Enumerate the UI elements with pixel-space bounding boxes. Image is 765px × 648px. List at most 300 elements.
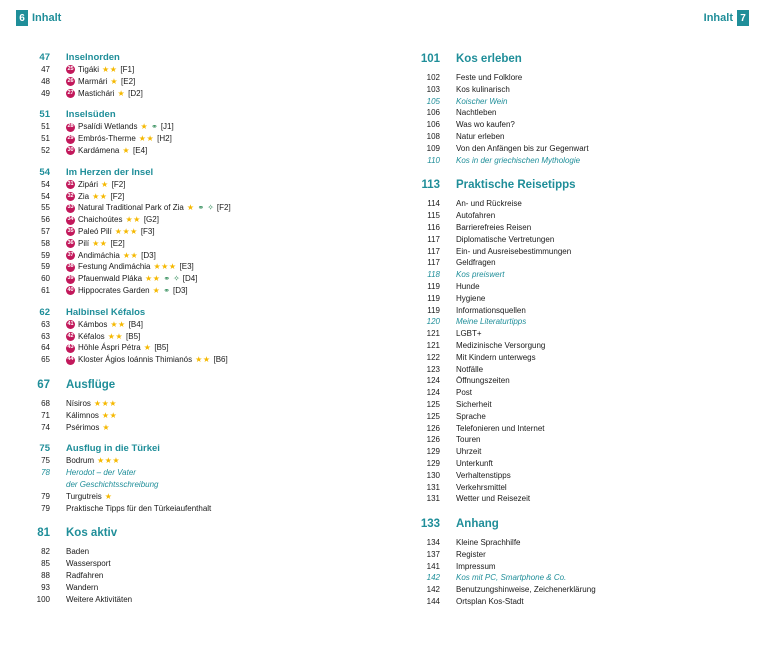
- entry-content: [66, 64, 134, 76]
- sight-number-badge: 43: [66, 344, 75, 353]
- section-title: Kos erleben: [456, 53, 522, 65]
- star-rating: ★★: [145, 274, 161, 284]
- toc-entry[interactable]: [410, 316, 745, 328]
- binoculars-icon: ⚭: [163, 274, 171, 284]
- entry-title: Kos mit PC, Smartphone & Co.: [456, 573, 567, 583]
- toc-entry[interactable]: [410, 210, 745, 222]
- toc-entry[interactable]: [410, 340, 745, 352]
- entry-page-number: 118: [427, 270, 440, 280]
- entry-page-number: 134: [426, 538, 440, 548]
- toc-entry[interactable]: [20, 64, 350, 76]
- entry-page-number: 119: [427, 293, 440, 303]
- map-grid-reference: [D3]: [172, 285, 188, 295]
- toc-entry[interactable]: [20, 145, 350, 157]
- toc-entry[interactable]: [410, 328, 745, 340]
- entry-content: [456, 458, 493, 470]
- star-rating: ★★: [92, 191, 108, 201]
- toc-entry[interactable]: [410, 446, 745, 458]
- map-grid-reference: [B5]: [126, 331, 141, 341]
- sight-number-badge: 27: [66, 89, 75, 98]
- entry-page-number: 114: [427, 199, 440, 209]
- entry-title: Geldfragen: [456, 258, 496, 268]
- entry-content: [456, 131, 504, 143]
- entry-page-number: 115: [427, 211, 440, 221]
- toc-entry[interactable]: [20, 503, 350, 515]
- entry-title: Kos in der griechischen Mythologie: [456, 155, 581, 165]
- map-grid-reference: [F1]: [120, 65, 135, 74]
- map-grid-reference: [F2]: [110, 191, 125, 201]
- toc-entry[interactable]: [410, 352, 745, 364]
- sight-number-badge: 32: [66, 192, 75, 201]
- entry-title: Marmári: [78, 76, 108, 86]
- toc-entry[interactable]: [20, 455, 350, 467]
- star-rating: ★★: [101, 410, 118, 420]
- map-grid-reference: [E3]: [179, 262, 194, 272]
- section-title: Ausflüge: [66, 378, 116, 391]
- section-title: Ausflug in die Türkei: [66, 443, 160, 455]
- entry-page-number: 108: [426, 131, 440, 141]
- entry-content: [66, 76, 135, 88]
- toc-entry[interactable]: [410, 596, 745, 608]
- entry-content: [66, 467, 136, 479]
- entry-title: Kálimnos: [66, 410, 99, 420]
- toc-entry[interactable]: [410, 584, 745, 596]
- toc-entry[interactable]: [410, 537, 745, 549]
- toc-entry[interactable]: [410, 72, 745, 84]
- entry-content: [66, 285, 188, 297]
- entry-content: [456, 257, 496, 269]
- toc-entry[interactable]: [410, 96, 745, 108]
- entry-content: [456, 482, 507, 494]
- entry-page-number: 60: [41, 274, 50, 284]
- sight-number-badge: 39: [66, 275, 75, 284]
- star-rating: ★★: [138, 134, 155, 144]
- toc-entry[interactable]: [20, 319, 350, 331]
- entry-title: Mastichári: [78, 88, 115, 98]
- section-page-number: 101: [420, 53, 440, 65]
- header-title: Inhalt: [32, 12, 62, 24]
- toc-entry[interactable]: [410, 234, 745, 246]
- section-heading[interactable]: [20, 307, 350, 319]
- entry-title: Weitere Aktivitäten: [66, 594, 133, 604]
- entry-page-number: 56: [41, 215, 50, 225]
- map-grid-reference: [F2]: [111, 179, 126, 189]
- toc-entry[interactable]: [410, 493, 745, 505]
- toc-entry[interactable]: [20, 570, 350, 582]
- toc-entry[interactable]: [20, 594, 350, 606]
- entry-page-number: 117: [427, 246, 440, 256]
- binoculars-icon: ⚭: [163, 285, 170, 295]
- toc-entry[interactable]: [410, 222, 745, 234]
- entry-title: Praktische Tipps für den Türkeiaufenthalt: [66, 503, 212, 513]
- toc-entry[interactable]: [410, 364, 745, 376]
- toc-entry[interactable]: [20, 88, 350, 100]
- toc-entry[interactable]: [20, 191, 350, 203]
- star-rating: ★★★: [97, 456, 121, 466]
- toc-entry[interactable]: [20, 410, 350, 422]
- entry-title: Pilí: [78, 238, 90, 248]
- map-grid-reference: [E2]: [110, 238, 125, 248]
- sight-number-badge: 29: [66, 135, 75, 144]
- entry-content: [66, 594, 132, 606]
- entry-content: [66, 319, 143, 331]
- entry-content: [456, 423, 545, 435]
- entry-page-number: 119: [427, 281, 440, 291]
- entry-page-number: 71: [41, 410, 50, 420]
- entry-content: [66, 250, 156, 262]
- section-page-number: 133: [420, 518, 440, 531]
- star-rating: ★★★: [153, 262, 177, 272]
- star-rating: ★★: [195, 355, 211, 365]
- entry-title: Öffnungszeiten: [456, 376, 510, 386]
- entry-content: [456, 375, 510, 387]
- entry-page-number: 124: [426, 376, 440, 386]
- toc-entry[interactable]: [410, 246, 745, 258]
- entry-title: Impressum: [456, 561, 496, 571]
- entry-title: Barrierefreies Reisen: [456, 222, 532, 232]
- entry-page-number: 93: [41, 582, 50, 592]
- page-number: 7: [737, 10, 749, 26]
- entry-page-number: 55: [41, 203, 50, 213]
- page-header-right: [700, 10, 749, 26]
- toc-entry[interactable]: [410, 119, 745, 131]
- entry-content: [66, 582, 98, 594]
- toc-entry[interactable]: [410, 269, 745, 281]
- entry-page-number: 122: [426, 352, 440, 362]
- star-rating: ★★: [125, 215, 141, 225]
- toc-entry[interactable]: [410, 155, 745, 167]
- section-heading[interactable]: [20, 109, 350, 121]
- star-rating: ★: [140, 122, 149, 132]
- toc-entry[interactable]: [20, 214, 350, 226]
- entry-page-number: 51: [41, 122, 50, 132]
- section-page-number: 47: [39, 52, 50, 63]
- section-heading[interactable]: [20, 443, 350, 455]
- toc-entry[interactable]: [20, 546, 350, 558]
- entry-page-number: 121: [426, 340, 440, 350]
- entry-title: Höhle Áspri Pétra: [78, 343, 141, 353]
- toc-entry[interactable]: [410, 281, 745, 293]
- entry-title: An- und Rückreise: [456, 199, 522, 209]
- entry-title: Psérimos: [66, 422, 100, 432]
- toc-entry[interactable]: [410, 198, 745, 210]
- entry-page-number: 78: [41, 468, 50, 478]
- entry-content: [66, 354, 228, 366]
- toc-entry[interactable]: [20, 491, 350, 503]
- entry-page-number: 102: [426, 73, 440, 82]
- entry-title: Ein- und Ausreisebestimmungen: [456, 246, 572, 256]
- toc-entry[interactable]: [20, 261, 350, 273]
- entry-title: Embrós-Therme: [78, 134, 136, 144]
- sight-number-badge: 25: [66, 65, 75, 74]
- toc-entry[interactable]: [410, 293, 745, 305]
- entry-title: Feste und Folklore: [456, 73, 523, 82]
- entry-title: Wandern: [66, 582, 99, 592]
- entry-content: [66, 133, 172, 145]
- binoculars-icon: ⚭: [151, 122, 158, 132]
- toc-entry[interactable]: [410, 143, 745, 155]
- entry-page-number: 120: [426, 317, 440, 327]
- entry-content: [456, 305, 526, 317]
- toc-entry[interactable]: [410, 411, 745, 423]
- entry-content: [66, 398, 117, 410]
- toc-entry[interactable]: [410, 482, 745, 494]
- entry-title: Sicherheit: [456, 399, 492, 409]
- toc-entry[interactable]: [20, 285, 350, 297]
- entry-page-number: 79: [41, 491, 50, 501]
- entry-title: Kéfalos: [78, 331, 105, 341]
- header-title: Inhalt: [703, 12, 733, 24]
- section-heading[interactable]: [410, 52, 745, 66]
- entry-title: Festung Andimáchia: [78, 262, 151, 272]
- toc-entry[interactable]: [410, 434, 745, 446]
- entry-content: [66, 503, 211, 515]
- entry-content: [456, 155, 580, 167]
- entry-title: Kardámena: [78, 145, 120, 155]
- section-page-number: 113: [421, 179, 440, 192]
- entry-page-number: 137: [426, 549, 440, 559]
- entry-content: [66, 342, 169, 354]
- entry-content: [456, 96, 507, 108]
- entry-page-number: 123: [426, 364, 440, 374]
- entry-page-number: 117: [427, 258, 440, 268]
- toc-entry[interactable]: [20, 354, 350, 366]
- entry-title: Psalídi Wetlands: [78, 122, 138, 132]
- entry-title: Kleine Sprachhilfe: [456, 538, 521, 548]
- entry-title: Verhaltenstipps: [456, 470, 511, 480]
- child-icon: ✧: [207, 203, 214, 213]
- entry-page-number: 126: [426, 435, 440, 445]
- entry-title: Kloster Ágios Ioánnis Thimianós: [78, 355, 193, 365]
- entry-content: [66, 179, 125, 191]
- toc-right-column: [410, 52, 745, 608]
- map-grid-reference: [D2]: [128, 88, 143, 98]
- entry-title: Chaichoútes: [78, 215, 123, 225]
- entry-content: [456, 198, 522, 210]
- toc-entry[interactable]: [410, 399, 745, 411]
- toc-entry[interactable]: [20, 467, 350, 479]
- entry-page-number: 116: [427, 222, 440, 232]
- entry-page-number: 59: [41, 262, 50, 272]
- entry-content: [456, 434, 480, 446]
- entry-page-number: 59: [41, 250, 50, 260]
- entry-title: Nachtleben: [456, 108, 497, 118]
- entry-title: Zia: [78, 191, 90, 201]
- star-rating: ★★: [122, 250, 139, 260]
- entry-title: Von den Anfängen bis zur Gegenwart: [456, 143, 589, 153]
- toc-entry[interactable]: [20, 133, 350, 145]
- star-rating: ★: [122, 145, 131, 155]
- entry-title: Hunde: [456, 281, 480, 291]
- map-grid-reference: [E2]: [121, 76, 136, 86]
- entry-page-number: 121: [426, 329, 440, 339]
- toc-entry[interactable]: [410, 131, 745, 143]
- entry-page-number: 64: [41, 343, 50, 353]
- toc-entry[interactable]: [410, 387, 745, 399]
- entry-page-number: 131: [426, 482, 440, 492]
- toc-entry[interactable]: [410, 423, 745, 435]
- toc-entry[interactable]: [410, 84, 745, 96]
- toc-entry[interactable]: [20, 226, 350, 238]
- entry-title: Tigáki: [78, 65, 100, 74]
- entry-title: Ortsplan Kos-Stadt: [456, 597, 524, 607]
- map-grid-reference: [E4]: [133, 145, 148, 155]
- entry-title: Benutzungshinweise, Zeichenerklärung: [456, 585, 596, 595]
- section-title: Halbinsel Kéfalos: [66, 306, 146, 318]
- map-grid-reference: [B6]: [213, 355, 228, 365]
- entry-title: Koischer Wein: [456, 96, 508, 106]
- entry-content: [456, 210, 495, 222]
- section-page-number: 51: [39, 109, 50, 121]
- section-page-number: 81: [37, 527, 50, 540]
- entry-content: [66, 570, 103, 582]
- entry-title: Wassersport: [66, 559, 111, 569]
- toc-entry[interactable]: [410, 375, 745, 387]
- toc-entry[interactable]: [20, 179, 350, 191]
- entry-title: Mit Kindern unterwegs: [456, 352, 536, 362]
- toc-entry[interactable]: [20, 202, 350, 214]
- toc-entry[interactable]: [20, 331, 350, 343]
- entry-page-number: 51: [41, 134, 50, 144]
- section-heading[interactable]: [20, 52, 350, 64]
- entry-content: [456, 411, 486, 423]
- entry-content: [66, 273, 197, 285]
- sight-number-badge: 26: [66, 77, 75, 86]
- entry-title: Natural Traditional Park of Zia: [78, 203, 184, 213]
- sight-number-badge: 33: [66, 204, 75, 213]
- star-rating: ★: [101, 179, 109, 189]
- star-rating: ★★★: [93, 398, 117, 408]
- section-title: Kos aktiv: [66, 527, 118, 540]
- section-heading[interactable]: [20, 378, 350, 392]
- toc-entry[interactable]: [410, 572, 745, 584]
- sight-number-badge: 28: [66, 123, 75, 132]
- entry-title: Autofahren: [456, 211, 496, 221]
- map-grid-reference: [F3]: [140, 226, 155, 236]
- entry-title: Baden: [66, 547, 90, 557]
- sight-number-badge: 37: [66, 251, 75, 260]
- section-heading[interactable]: [410, 517, 745, 531]
- toc-entry[interactable]: [410, 257, 745, 269]
- entry-page-number: 105: [426, 96, 440, 106]
- toc-entry[interactable]: [410, 470, 745, 482]
- entry-title: Verkehrsmittel: [456, 482, 507, 492]
- entry-title: Zipári: [78, 179, 99, 189]
- toc-entry[interactable]: [20, 121, 350, 133]
- entry-page-number: 106: [426, 108, 440, 118]
- entry-content: [456, 352, 536, 364]
- toc-entry[interactable]: [20, 342, 350, 354]
- toc-entry[interactable]: [20, 422, 350, 434]
- map-grid-reference: [H2]: [157, 134, 172, 144]
- entry-content: [456, 143, 589, 155]
- section-heading[interactable]: [20, 526, 350, 540]
- toc-left-column: [20, 52, 350, 605]
- star-rating: ★: [117, 88, 126, 98]
- entry-content: [66, 226, 155, 238]
- star-rating: ★★★: [114, 226, 138, 236]
- entry-page-number: 103: [426, 84, 440, 94]
- section-heading[interactable]: [20, 167, 350, 179]
- child-icon: ✧: [173, 274, 180, 284]
- entry-page-number: 47: [41, 65, 50, 74]
- page-header-left: [16, 10, 65, 26]
- star-rating: ★★: [102, 65, 118, 74]
- entry-page-number: 142: [426, 585, 440, 595]
- section-page-number: 54: [39, 166, 50, 178]
- entry-content: [66, 238, 125, 250]
- entry-content: [66, 491, 112, 503]
- entry-page-number: 125: [426, 399, 440, 409]
- sight-number-badge: 38: [66, 263, 75, 272]
- toc-entry[interactable]: [410, 458, 745, 470]
- star-rating: ★: [110, 76, 119, 86]
- entry-content: [456, 387, 472, 399]
- sight-number-badge: 44: [66, 356, 75, 365]
- section-title: Inselnorden: [66, 52, 120, 63]
- entry-page-number: 109: [426, 143, 440, 153]
- entry-title: Kos kulinarisch: [456, 84, 510, 94]
- toc-entry[interactable]: [410, 305, 745, 317]
- entry-content: [456, 119, 515, 131]
- entry-content: [66, 331, 140, 343]
- entry-title: Touren: [456, 435, 481, 445]
- entry-content: [456, 596, 524, 608]
- toc-entry[interactable]: [410, 107, 745, 119]
- toc-entry[interactable]: [20, 250, 350, 262]
- entry-content: [66, 261, 194, 273]
- entry-content: [456, 549, 486, 561]
- entry-page-number: 63: [41, 331, 50, 341]
- entry-content: [456, 281, 480, 293]
- toc-entry[interactable]: [20, 582, 350, 594]
- entry-page-number: 130: [426, 470, 440, 480]
- star-rating: ★★: [110, 319, 126, 329]
- binoculars-icon: ⚭: [197, 203, 205, 213]
- entry-content: [66, 422, 110, 434]
- entry-page-number: 88: [41, 570, 50, 580]
- star-rating: ★★: [92, 238, 108, 248]
- sight-number-badge: 40: [66, 286, 75, 295]
- toc-entry[interactable]: [20, 398, 350, 410]
- entry-title: Meine Literaturtipps: [456, 317, 527, 327]
- entry-title: Sprache: [456, 411, 486, 421]
- toc-entry[interactable]: [20, 558, 350, 570]
- toc-entry[interactable]: [410, 561, 745, 573]
- section-page-number: 75: [39, 443, 50, 455]
- entry-title: Paleó Pilí: [78, 226, 112, 236]
- entry-content: [66, 191, 124, 203]
- toc-entry[interactable]: [20, 273, 350, 285]
- toc-entry[interactable]: [410, 549, 745, 561]
- section-heading[interactable]: [410, 178, 745, 192]
- entry-page-number: 54: [41, 179, 50, 189]
- sight-number-badge: 42: [66, 332, 75, 341]
- toc-entry[interactable]: [20, 479, 350, 491]
- entry-content: [66, 121, 174, 133]
- entry-content: [456, 234, 554, 246]
- entry-title: Medizinische Versorgung: [456, 340, 546, 350]
- page-number: 6: [16, 10, 28, 26]
- sight-number-badge: 41: [66, 320, 75, 329]
- entry-title: Register: [456, 549, 486, 559]
- section-title: Im Herzen der Insel: [66, 166, 154, 178]
- toc-entry[interactable]: [20, 238, 350, 250]
- entry-content: [66, 455, 120, 467]
- entry-page-number: 61: [41, 285, 50, 295]
- entry-content: [456, 316, 526, 328]
- toc-entry[interactable]: [20, 76, 350, 88]
